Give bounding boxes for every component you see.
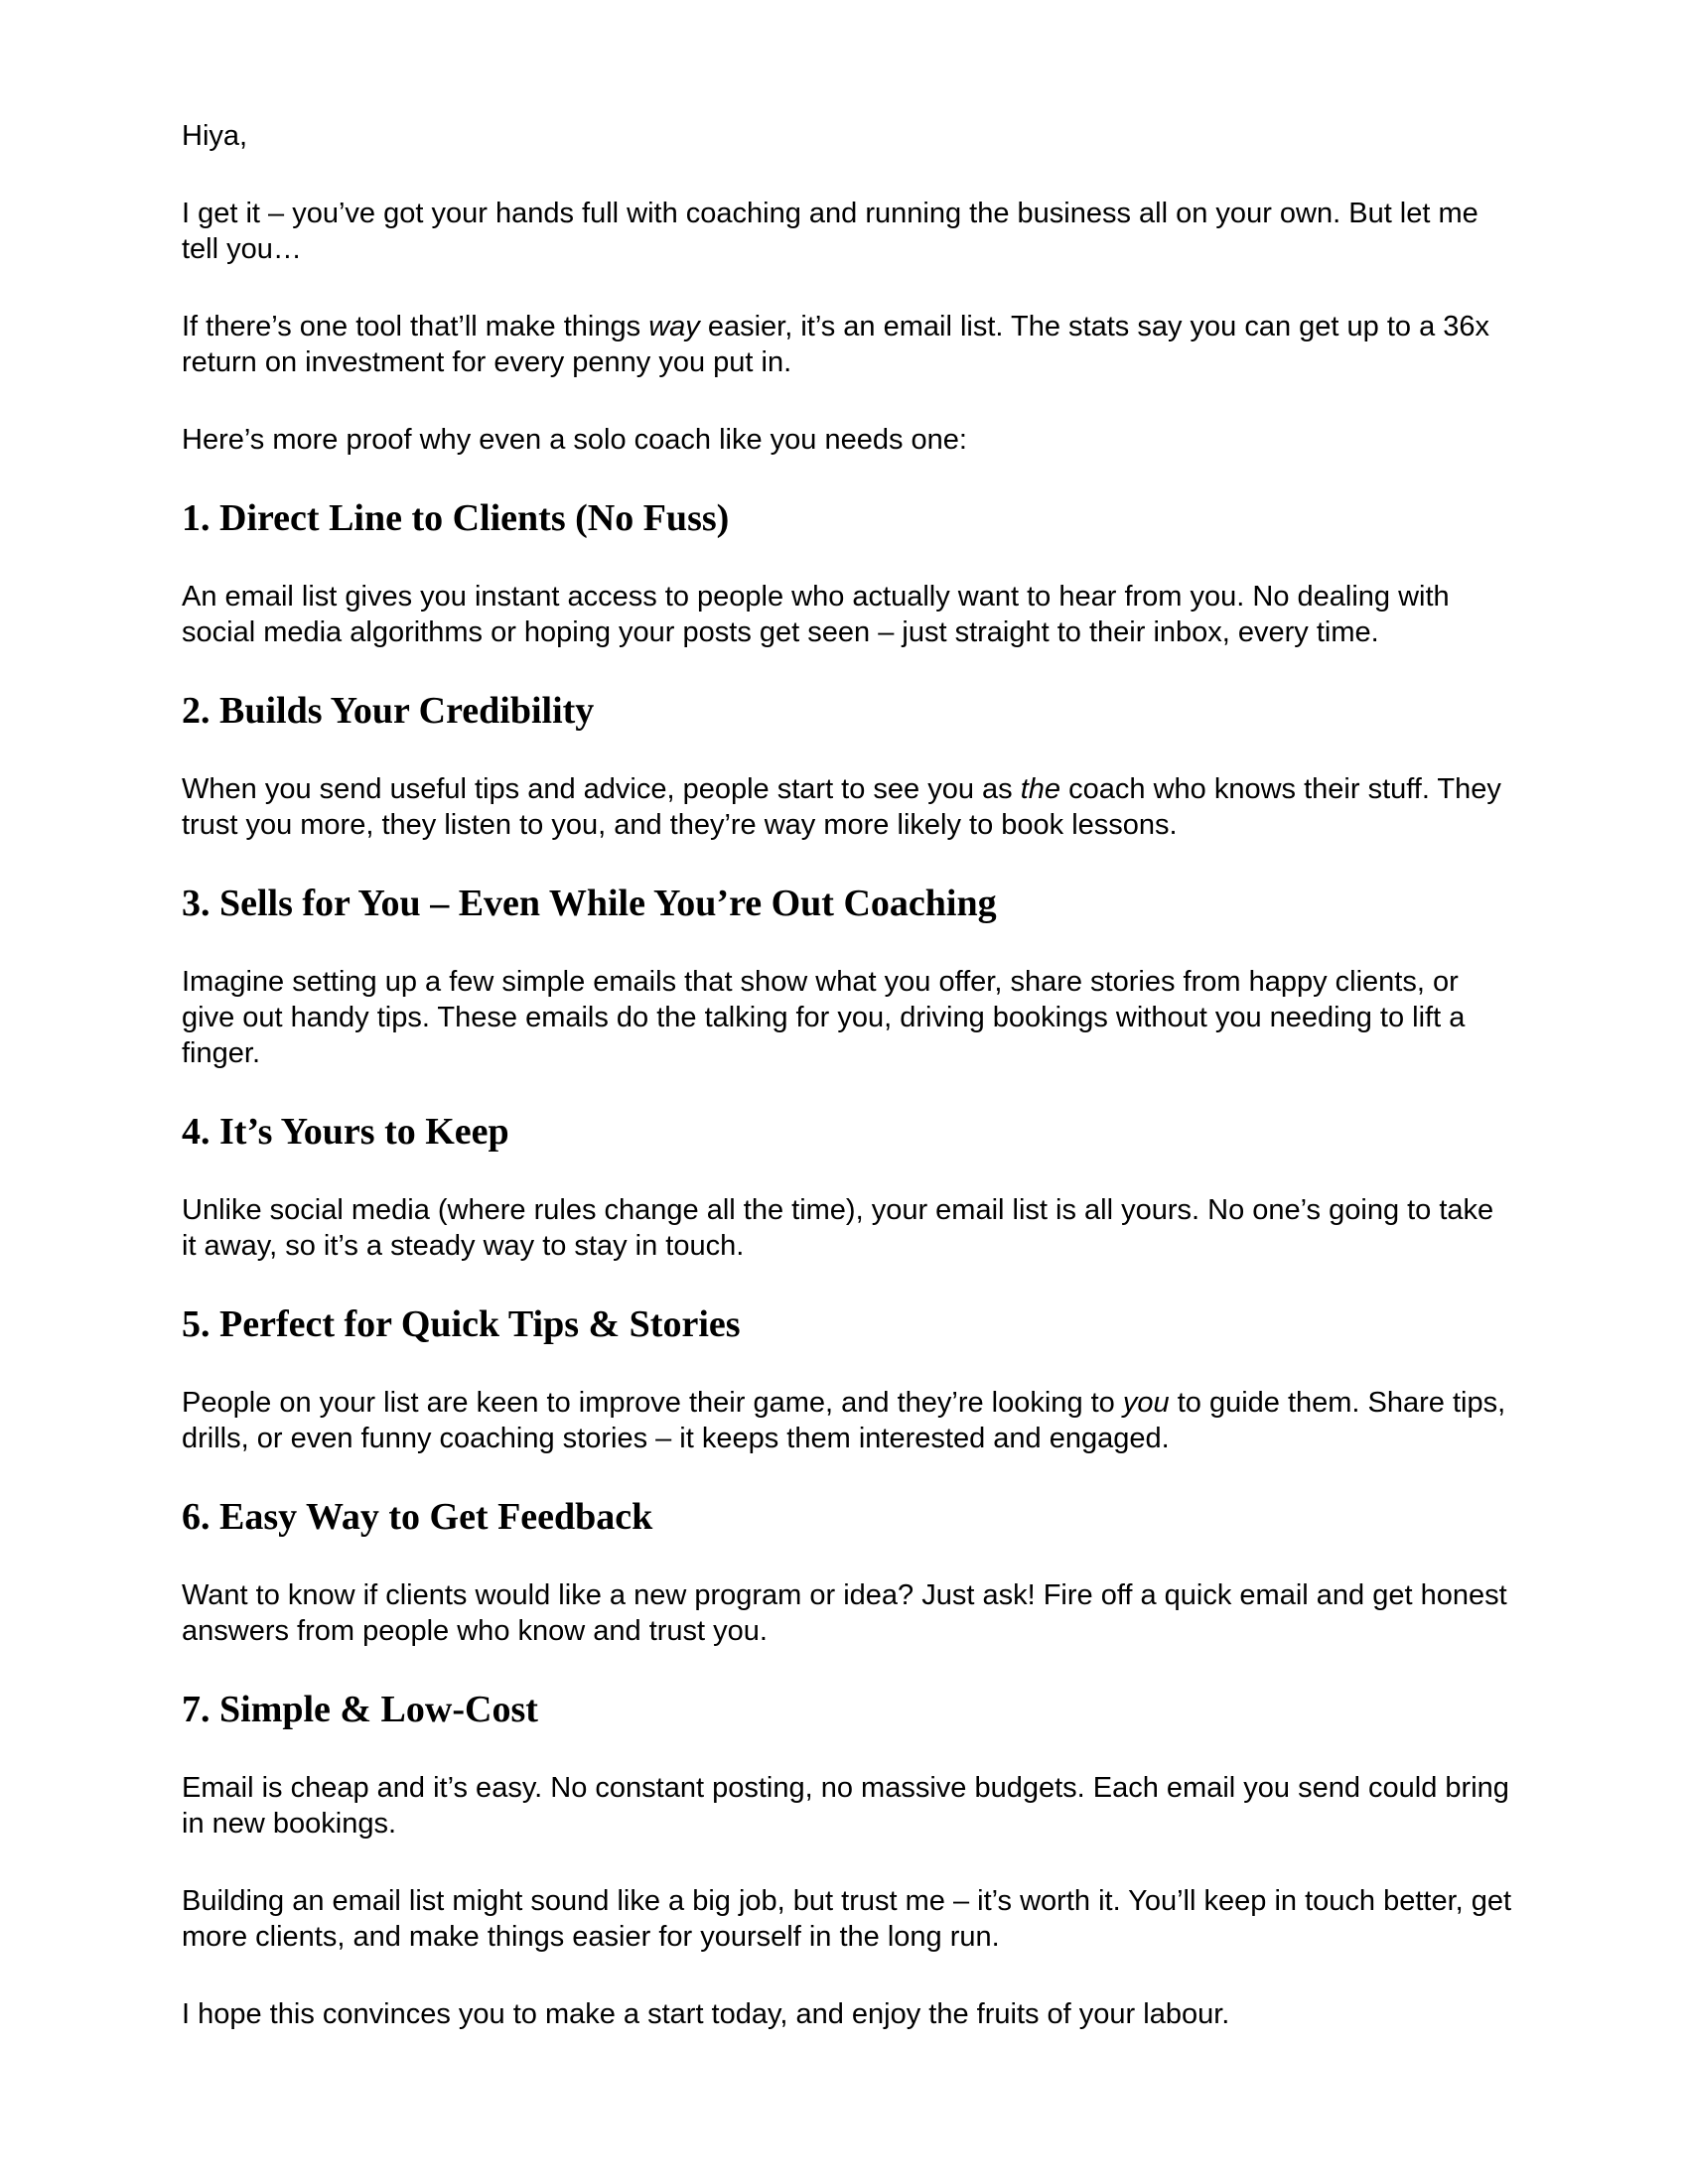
section-body-1: An email list gives you instant access to people who actually want to hear from you. No dealing with social media algorithms or hoping your posts get seen – just straight to their inbox, every time.	[182, 581, 1450, 648]
section-2-text-start: When you send useful tips and advice, people start to see you as	[182, 773, 1021, 805]
section-5-text-start: People on your list are keen to improve their game, and they’re looking to	[182, 1387, 1123, 1419]
section-body-2	[182, 771, 1512, 843]
section-2-text-end: coach who knows their stuff. They trust you more, they listen to you, and they’re way more likely to book lessons.	[182, 773, 1501, 841]
section-heading-3: 3. Sells for You – Even While You’re Out Coaching	[182, 883, 997, 924]
section-2-emphasis: the	[1020, 773, 1061, 805]
intro-p2-text-end: easier, it’s an email list. The stats say you can get up to a 36x return on investment for every penny you put in.	[182, 311, 1490, 378]
section-heading-1: 1. Direct Line to Clients (No Fuss)	[182, 497, 730, 539]
section-body-4: Unlike social media (where rules change all the time), your email list is all yours. No one’s going to take it away, so it’s a steady way to stay in touch.	[182, 1194, 1494, 1262]
section-heading-6: 6. Easy Way to Get Feedback	[182, 1496, 653, 1538]
section-body-7: Email is cheap and it’s easy. No constant posting, no massive budgets. Each email you send could bring in new bookings.	[182, 1772, 1509, 1840]
closing-paragraph-2: I hope this convinces you to make a start today, and enjoy the fruits of your labour.	[182, 1998, 1230, 2030]
section-5-text-end: to guide them. Share tips, drills, or even funny coaching stories – it keeps them interested and engaged.	[182, 1387, 1506, 1454]
closing-paragraph-1: Building an email list might sound like a big job, but trust me – it’s worth it. You’ll keep in touch better, get more clients, and make things easier for yourself in the long run.	[182, 1885, 1512, 1953]
section-heading-5: 5. Perfect for Quick Tips & Stories	[182, 1303, 741, 1345]
document-page	[182, 118, 1512, 2032]
section-heading-7: 7. Simple & Low-Cost	[182, 1689, 538, 1730]
intro-p2-emphasis: way	[648, 311, 700, 342]
intro-paragraph-1: I get it – you’ve got your hands full with coaching and running the business all on your own. But let me tell you…	[182, 198, 1478, 265]
section-heading-4: 4. It’s Yours to Keep	[182, 1111, 509, 1153]
section-body-6: Want to know if clients would like a new program or idea? Just ask! Fire off a quick email and get honest answers from people who know and trust you.	[182, 1579, 1507, 1647]
intro-p2-text-start: If there’s one tool that’ll make things	[182, 311, 649, 342]
intro-paragraph-3: Here’s more proof why even a solo coach like you needs one:	[182, 424, 967, 456]
section-5-emphasis: you	[1122, 1387, 1170, 1419]
greeting: Hiya,	[182, 120, 248, 152]
section-body-3: Imagine setting up a few simple emails that show what you offer, share stories from happy clients, or give out handy tips. These emails do the talking for you, driving bookings without you needing to lift a finger.	[182, 966, 1466, 1069]
intro-paragraph-2	[182, 309, 1512, 380]
section-body-5	[182, 1385, 1512, 1456]
section-heading-2: 2. Builds Your Credibility	[182, 690, 595, 732]
